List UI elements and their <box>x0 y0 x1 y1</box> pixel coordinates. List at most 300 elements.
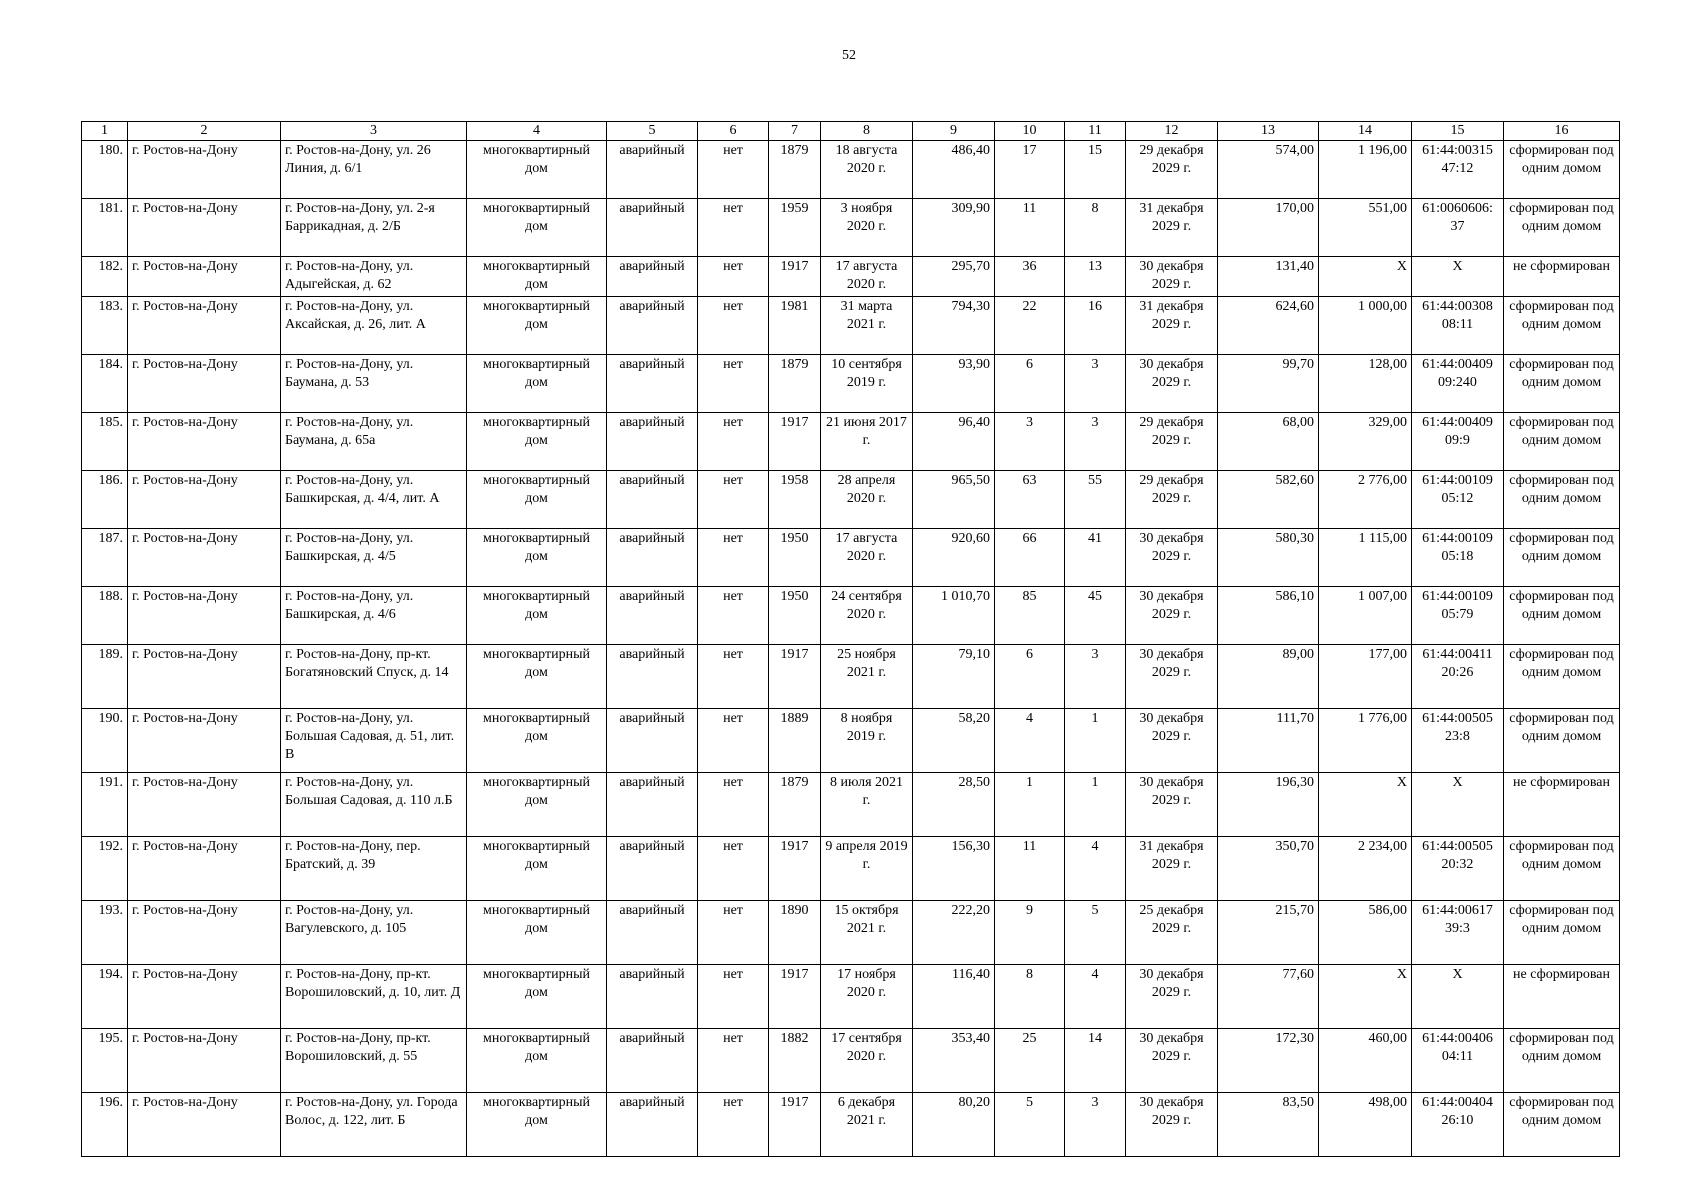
resettlement-deadline-cell: 30 декабря 2029 г. <box>1126 709 1218 773</box>
municipality-cell: г. Ростов-на-Дону <box>128 413 281 471</box>
building-type-cell: многоквартирный дом <box>467 1093 607 1157</box>
premises-count-cell: 3 <box>1065 645 1126 709</box>
column-number: 13 <box>1218 122 1319 141</box>
value-cell-14: Х <box>1319 773 1412 837</box>
residents-count-cell: 8 <box>995 965 1065 1029</box>
residents-count-cell: 63 <box>995 471 1065 529</box>
resettlement-deadline-cell: 30 декабря 2029 г. <box>1126 529 1218 587</box>
row-number: 193. <box>82 901 128 965</box>
flag-cell: нет <box>698 837 769 901</box>
value-cell-13: 172,30 <box>1218 1029 1319 1093</box>
land-plot-status-cell: сформирован под одним домом <box>1504 471 1620 529</box>
table-row <box>82 529 1620 587</box>
cadastral-number-cell: 61:44:00505 23:8 <box>1412 709 1504 773</box>
value-cell-13: 350,70 <box>1218 837 1319 901</box>
area-cell: 965,50 <box>913 471 995 529</box>
resettlement-deadline-cell: 30 декабря 2029 г. <box>1126 355 1218 413</box>
value-cell-13: 83,50 <box>1218 1093 1319 1157</box>
building-type-cell: многоквартирный дом <box>467 199 607 257</box>
premises-count-cell: 55 <box>1065 471 1126 529</box>
construction-year-cell: 1917 <box>769 837 821 901</box>
flag-cell: нет <box>698 901 769 965</box>
condition-status-cell: аварийный <box>607 965 698 1029</box>
address-cell: г. Ростов-на-Дону, ул. Аксайская, д. 26, лит. А <box>281 297 467 355</box>
premises-count-cell: 41 <box>1065 529 1126 587</box>
address-cell: г. Ростов-на-Дону, пер. Братский, д. 39 <box>281 837 467 901</box>
value-cell-14: 498,00 <box>1319 1093 1412 1157</box>
cadastral-number-cell: 61:44:00617 39:3 <box>1412 901 1504 965</box>
column-number: 3 <box>281 122 467 141</box>
address-cell: г. Ростов-на-Дону, ул. Баумана, д. 65а <box>281 413 467 471</box>
flag-cell: нет <box>698 297 769 355</box>
table-row <box>82 413 1620 471</box>
resettlement-deadline-cell: 29 декабря 2029 г. <box>1126 141 1218 199</box>
column-number: 5 <box>607 122 698 141</box>
resettlement-deadline-cell: 30 декабря 2029 г. <box>1126 773 1218 837</box>
address-cell: г. Ростов-на-Дону, ул. Башкирская, д. 4/4, лит. А <box>281 471 467 529</box>
recognition-date-cell: 15 октября 2021 г. <box>821 901 913 965</box>
land-plot-status-cell: сформирован под одним домом <box>1504 1029 1620 1093</box>
condition-status-cell: аварийный <box>607 257 698 297</box>
recognition-date-cell: 17 августа 2020 г. <box>821 257 913 297</box>
municipality-cell: г. Ростов-на-Дону <box>128 1029 281 1093</box>
land-plot-status-cell: не сформирован <box>1504 773 1620 837</box>
municipality-cell: г. Ростов-на-Дону <box>128 529 281 587</box>
table-body <box>82 122 1620 1157</box>
value-cell-14: 551,00 <box>1319 199 1412 257</box>
flag-cell: нет <box>698 199 769 257</box>
flag-cell: нет <box>698 1093 769 1157</box>
premises-count-cell: 16 <box>1065 297 1126 355</box>
premises-count-cell: 8 <box>1065 199 1126 257</box>
value-cell-13: 196,30 <box>1218 773 1319 837</box>
address-cell: г. Ростов-на-Дону, ул. Баумана, д. 53 <box>281 355 467 413</box>
cadastral-number-cell: 61:0060606: 37 <box>1412 199 1504 257</box>
building-type-cell: многоквартирный дом <box>467 901 607 965</box>
municipality-cell: г. Ростов-на-Дону <box>128 257 281 297</box>
column-number: 6 <box>698 122 769 141</box>
recognition-date-cell: 21 июня 2017 г. <box>821 413 913 471</box>
value-cell-14: 1 000,00 <box>1319 297 1412 355</box>
area-cell: 309,90 <box>913 199 995 257</box>
land-plot-status-cell: сформирован под одним домом <box>1504 1093 1620 1157</box>
condition-status-cell: аварийный <box>607 141 698 199</box>
value-cell-13: 574,00 <box>1218 141 1319 199</box>
land-plot-status-cell: сформирован под одним домом <box>1504 141 1620 199</box>
construction-year-cell: 1917 <box>769 645 821 709</box>
area-cell: 116,40 <box>913 965 995 1029</box>
address-cell: г. Ростов-на-Дону, ул. Большая Садовая, д. 51, лит. В <box>281 709 467 773</box>
column-number: 10 <box>995 122 1065 141</box>
value-cell-13: 131,40 <box>1218 257 1319 297</box>
value-cell-14: 177,00 <box>1319 645 1412 709</box>
building-type-cell: многоквартирный дом <box>467 355 607 413</box>
premises-count-cell: 3 <box>1065 413 1126 471</box>
value-cell-14: Х <box>1319 257 1412 297</box>
cadastral-number-cell: Х <box>1412 773 1504 837</box>
building-type-cell: многоквартирный дом <box>467 837 607 901</box>
recognition-date-cell: 31 марта 2021 г. <box>821 297 913 355</box>
building-type-cell: многоквартирный дом <box>467 297 607 355</box>
municipality-cell: г. Ростов-на-Дону <box>128 645 281 709</box>
table-row <box>82 965 1620 1029</box>
column-number: 12 <box>1126 122 1218 141</box>
recognition-date-cell: 24 сентября 2020 г. <box>821 587 913 645</box>
table-row <box>82 837 1620 901</box>
construction-year-cell: 1879 <box>769 355 821 413</box>
area-cell: 794,30 <box>913 297 995 355</box>
area-cell: 58,20 <box>913 709 995 773</box>
recognition-date-cell: 8 июля 2021 г. <box>821 773 913 837</box>
condition-status-cell: аварийный <box>607 413 698 471</box>
construction-year-cell: 1917 <box>769 413 821 471</box>
condition-status-cell: аварийный <box>607 297 698 355</box>
flag-cell: нет <box>698 413 769 471</box>
residents-count-cell: 4 <box>995 709 1065 773</box>
column-number: 4 <box>467 122 607 141</box>
row-number: 181. <box>82 199 128 257</box>
municipality-cell: г. Ростов-на-Дону <box>128 901 281 965</box>
recognition-date-cell: 17 сентября 2020 г. <box>821 1029 913 1093</box>
column-number: 8 <box>821 122 913 141</box>
premises-count-cell: 3 <box>1065 355 1126 413</box>
residents-count-cell: 11 <box>995 199 1065 257</box>
column-number: 11 <box>1065 122 1126 141</box>
row-number: 187. <box>82 529 128 587</box>
recognition-date-cell: 3 ноября 2020 г. <box>821 199 913 257</box>
address-cell: г. Ростов-на-Дону, ул. Башкирская, д. 4/5 <box>281 529 467 587</box>
condition-status-cell: аварийный <box>607 529 698 587</box>
cadastral-number-cell: 61:44:00409 09:240 <box>1412 355 1504 413</box>
recognition-date-cell: 10 сентября 2019 г. <box>821 355 913 413</box>
flag-cell: нет <box>698 709 769 773</box>
residents-count-cell: 25 <box>995 1029 1065 1093</box>
recognition-date-cell: 17 августа 2020 г. <box>821 529 913 587</box>
cadastral-number-cell: Х <box>1412 965 1504 1029</box>
value-cell-13: 215,70 <box>1218 901 1319 965</box>
row-number: 180. <box>82 141 128 199</box>
construction-year-cell: 1981 <box>769 297 821 355</box>
row-number: 190. <box>82 709 128 773</box>
municipality-cell: г. Ростов-на-Дону <box>128 199 281 257</box>
construction-year-cell: 1879 <box>769 141 821 199</box>
land-plot-status-cell: сформирован под одним домом <box>1504 355 1620 413</box>
land-plot-status-cell: сформирован под одним домом <box>1504 199 1620 257</box>
municipality-cell: г. Ростов-на-Дону <box>128 837 281 901</box>
value-cell-14: Х <box>1319 965 1412 1029</box>
value-cell-14: 1 776,00 <box>1319 709 1412 773</box>
flag-cell: нет <box>698 1029 769 1093</box>
address-cell: г. Ростов-на-Дону, пр-кт. Богатяновский Спуск, д. 14 <box>281 645 467 709</box>
table-row <box>82 355 1620 413</box>
condition-status-cell: аварийный <box>607 471 698 529</box>
land-plot-status-cell: не сформирован <box>1504 257 1620 297</box>
cadastral-number-cell: 61:44:00505 20:32 <box>1412 837 1504 901</box>
value-cell-14: 2 234,00 <box>1319 837 1412 901</box>
condition-status-cell: аварийный <box>607 645 698 709</box>
row-number: 195. <box>82 1029 128 1093</box>
row-number: 184. <box>82 355 128 413</box>
row-number: 182. <box>82 257 128 297</box>
column-number: 7 <box>769 122 821 141</box>
premises-count-cell: 4 <box>1065 965 1126 1029</box>
municipality-cell: г. Ростов-на-Дону <box>128 587 281 645</box>
table-row <box>82 471 1620 529</box>
resettlement-deadline-cell: 29 декабря 2029 г. <box>1126 413 1218 471</box>
cadastral-number-cell: 61:44:00109 05:12 <box>1412 471 1504 529</box>
residents-count-cell: 9 <box>995 901 1065 965</box>
municipality-cell: г. Ростов-на-Дону <box>128 355 281 413</box>
recognition-date-cell: 28 апреля 2020 г. <box>821 471 913 529</box>
condition-status-cell: аварийный <box>607 709 698 773</box>
address-cell: г. Ростов-на-Дону, ул. Башкирская, д. 4/6 <box>281 587 467 645</box>
value-cell-14: 329,00 <box>1319 413 1412 471</box>
resettlement-deadline-cell: 31 декабря 2029 г. <box>1126 297 1218 355</box>
row-number: 192. <box>82 837 128 901</box>
area-cell: 222,20 <box>913 901 995 965</box>
recognition-date-cell: 8 ноября 2019 г. <box>821 709 913 773</box>
land-plot-status-cell: сформирован под одним домом <box>1504 587 1620 645</box>
residents-count-cell: 11 <box>995 837 1065 901</box>
resettlement-deadline-cell: 30 декабря 2029 г. <box>1126 645 1218 709</box>
recognition-date-cell: 18 августа 2020 г. <box>821 141 913 199</box>
premises-count-cell: 3 <box>1065 1093 1126 1157</box>
condition-status-cell: аварийный <box>607 773 698 837</box>
area-cell: 353,40 <box>913 1029 995 1093</box>
premises-count-cell: 14 <box>1065 1029 1126 1093</box>
residents-count-cell: 17 <box>995 141 1065 199</box>
table-row <box>82 141 1620 199</box>
value-cell-13: 170,00 <box>1218 199 1319 257</box>
resettlement-deadline-cell: 25 декабря 2029 г. <box>1126 901 1218 965</box>
residents-count-cell: 6 <box>995 355 1065 413</box>
table-row <box>82 297 1620 355</box>
area-cell: 920,60 <box>913 529 995 587</box>
area-cell: 156,30 <box>913 837 995 901</box>
area-cell: 295,70 <box>913 257 995 297</box>
recognition-date-cell: 6 декабря 2021 г. <box>821 1093 913 1157</box>
housing-register-table <box>81 121 1620 1157</box>
flag-cell: нет <box>698 529 769 587</box>
condition-status-cell: аварийный <box>607 1093 698 1157</box>
construction-year-cell: 1890 <box>769 901 821 965</box>
flag-cell: нет <box>698 141 769 199</box>
table-row <box>82 199 1620 257</box>
table-row <box>82 1093 1620 1157</box>
column-number: 1 <box>82 122 128 141</box>
cadastral-number-cell: 61:44:00411 20:26 <box>1412 645 1504 709</box>
premises-count-cell: 45 <box>1065 587 1126 645</box>
area-cell: 28,50 <box>913 773 995 837</box>
table-row <box>82 901 1620 965</box>
municipality-cell: г. Ростов-на-Дону <box>128 965 281 1029</box>
condition-status-cell: аварийный <box>607 587 698 645</box>
area-cell: 93,90 <box>913 355 995 413</box>
municipality-cell: г. Ростов-на-Дону <box>128 1093 281 1157</box>
resettlement-deadline-cell: 31 декабря 2029 г. <box>1126 199 1218 257</box>
address-cell: г. Ростов-на-Дону, ул. Адыгейская, д. 62 <box>281 257 467 297</box>
address-cell: г. Ростов-на-Дону, пр-кт. Ворошиловский, д. 55 <box>281 1029 467 1093</box>
building-type-cell: многоквартирный дом <box>467 413 607 471</box>
address-cell: г. Ростов-на-Дону, пр-кт. Ворошиловский, д. 10, лит. Д <box>281 965 467 1029</box>
resettlement-deadline-cell: 30 декабря 2029 г. <box>1126 965 1218 1029</box>
municipality-cell: г. Ростов-на-Дону <box>128 773 281 837</box>
row-number: 189. <box>82 645 128 709</box>
residents-count-cell: 6 <box>995 645 1065 709</box>
building-type-cell: многоквартирный дом <box>467 709 607 773</box>
land-plot-status-cell: сформирован под одним домом <box>1504 645 1620 709</box>
row-number: 196. <box>82 1093 128 1157</box>
construction-year-cell: 1917 <box>769 965 821 1029</box>
area-cell: 486,40 <box>913 141 995 199</box>
flag-cell: нет <box>698 965 769 1029</box>
column-number: 2 <box>128 122 281 141</box>
condition-status-cell: аварийный <box>607 1029 698 1093</box>
value-cell-13: 580,30 <box>1218 529 1319 587</box>
construction-year-cell: 1959 <box>769 199 821 257</box>
resettlement-deadline-cell: 29 декабря 2029 г. <box>1126 471 1218 529</box>
value-cell-13: 586,10 <box>1218 587 1319 645</box>
residents-count-cell: 3 <box>995 413 1065 471</box>
value-cell-13: 99,70 <box>1218 355 1319 413</box>
premises-count-cell: 5 <box>1065 901 1126 965</box>
address-cell: г. Ростов-на-Дону, ул. 26 Линия, д. 6/1 <box>281 141 467 199</box>
value-cell-13: 77,60 <box>1218 965 1319 1029</box>
municipality-cell: г. Ростов-на-Дону <box>128 297 281 355</box>
resettlement-deadline-cell: 30 декабря 2029 г. <box>1126 1029 1218 1093</box>
value-cell-13: 68,00 <box>1218 413 1319 471</box>
value-cell-14: 1 115,00 <box>1319 529 1412 587</box>
cadastral-number-cell: 61:44:00404 26:10 <box>1412 1093 1504 1157</box>
address-cell: г. Ростов-на-Дону, ул. Вагулевского, д. 105 <box>281 901 467 965</box>
value-cell-13: 624,60 <box>1218 297 1319 355</box>
premises-count-cell: 1 <box>1065 709 1126 773</box>
flag-cell: нет <box>698 471 769 529</box>
premises-count-cell: 4 <box>1065 837 1126 901</box>
table-row <box>82 645 1620 709</box>
building-type-cell: многоквартирный дом <box>467 471 607 529</box>
construction-year-cell: 1958 <box>769 471 821 529</box>
row-number: 191. <box>82 773 128 837</box>
building-type-cell: многоквартирный дом <box>467 587 607 645</box>
area-cell: 80,20 <box>913 1093 995 1157</box>
residents-count-cell: 66 <box>995 529 1065 587</box>
row-number: 194. <box>82 965 128 1029</box>
table-row <box>82 587 1620 645</box>
row-number: 183. <box>82 297 128 355</box>
residents-count-cell: 36 <box>995 257 1065 297</box>
cadastral-number-cell: 61:44:00109 05:79 <box>1412 587 1504 645</box>
construction-year-cell: 1950 <box>769 529 821 587</box>
land-plot-status-cell: сформирован под одним домом <box>1504 413 1620 471</box>
flag-cell: нет <box>698 257 769 297</box>
resettlement-deadline-cell: 31 декабря 2029 г. <box>1126 837 1218 901</box>
resettlement-deadline-cell: 30 декабря 2029 г. <box>1126 1093 1218 1157</box>
land-plot-status-cell: сформирован под одним домом <box>1504 901 1620 965</box>
address-cell: г. Ростов-на-Дону, ул. 2-я Баррикадная, д. 2/Б <box>281 199 467 257</box>
resettlement-deadline-cell: 30 декабря 2029 г. <box>1126 257 1218 297</box>
value-cell-13: 582,60 <box>1218 471 1319 529</box>
residents-count-cell: 1 <box>995 773 1065 837</box>
address-cell: г. Ростов-на-Дону, ул. Большая Садовая, д. 110 л.Б <box>281 773 467 837</box>
cadastral-number-cell: 61:44:00109 05:18 <box>1412 529 1504 587</box>
area-cell: 96,40 <box>913 413 995 471</box>
premises-count-cell: 13 <box>1065 257 1126 297</box>
construction-year-cell: 1882 <box>769 1029 821 1093</box>
recognition-date-cell: 17 ноября 2020 г. <box>821 965 913 1029</box>
residents-count-cell: 22 <box>995 297 1065 355</box>
land-plot-status-cell: сформирован под одним домом <box>1504 529 1620 587</box>
table-row <box>82 257 1620 297</box>
residents-count-cell: 5 <box>995 1093 1065 1157</box>
table-row <box>82 709 1620 773</box>
building-type-cell: многоквартирный дом <box>467 965 607 1029</box>
address-cell: г. Ростов-на-Дону, ул. Города Волос, д. 122, лит. Б <box>281 1093 467 1157</box>
area-cell: 1 010,70 <box>913 587 995 645</box>
value-cell-14: 586,00 <box>1319 901 1412 965</box>
flag-cell: нет <box>698 773 769 837</box>
flag-cell: нет <box>698 355 769 413</box>
recognition-date-cell: 9 апреля 2019 г. <box>821 837 913 901</box>
row-number: 188. <box>82 587 128 645</box>
value-cell-14: 2 776,00 <box>1319 471 1412 529</box>
building-type-cell: многоквартирный дом <box>467 529 607 587</box>
condition-status-cell: аварийный <box>607 355 698 413</box>
value-cell-14: 128,00 <box>1319 355 1412 413</box>
building-type-cell: многоквартирный дом <box>467 645 607 709</box>
column-number: 15 <box>1412 122 1504 141</box>
area-cell: 79,10 <box>913 645 995 709</box>
building-type-cell: многоквартирный дом <box>467 1029 607 1093</box>
value-cell-14: 1 007,00 <box>1319 587 1412 645</box>
cadastral-number-cell: 61:44:00409 09:9 <box>1412 413 1504 471</box>
premises-count-cell: 15 <box>1065 141 1126 199</box>
construction-year-cell: 1889 <box>769 709 821 773</box>
land-plot-status-cell: сформирован под одним домом <box>1504 297 1620 355</box>
land-plot-status-cell: не сформирован <box>1504 965 1620 1029</box>
municipality-cell: г. Ростов-на-Дону <box>128 471 281 529</box>
table-row <box>82 773 1620 837</box>
value-cell-14: 460,00 <box>1319 1029 1412 1093</box>
column-number: 16 <box>1504 122 1620 141</box>
construction-year-cell: 1879 <box>769 773 821 837</box>
residents-count-cell: 85 <box>995 587 1065 645</box>
column-number-row <box>82 122 1620 141</box>
municipality-cell: г. Ростов-на-Дону <box>128 141 281 199</box>
page-number: 52 <box>842 48 856 63</box>
cadastral-number-cell: 61:44:00308 08:11 <box>1412 297 1504 355</box>
flag-cell: нет <box>698 645 769 709</box>
column-number: 9 <box>913 122 995 141</box>
construction-year-cell: 1917 <box>769 1093 821 1157</box>
value-cell-13: 111,70 <box>1218 709 1319 773</box>
cadastral-number-cell: 61:44:00406 04:11 <box>1412 1029 1504 1093</box>
table-row <box>82 1029 1620 1093</box>
premises-count-cell: 1 <box>1065 773 1126 837</box>
column-number: 14 <box>1319 122 1412 141</box>
condition-status-cell: аварийный <box>607 837 698 901</box>
construction-year-cell: 1950 <box>769 587 821 645</box>
resettlement-deadline-cell: 30 декабря 2029 г. <box>1126 587 1218 645</box>
recognition-date-cell: 25 ноября 2021 г. <box>821 645 913 709</box>
condition-status-cell: аварийный <box>607 901 698 965</box>
value-cell-14: 1 196,00 <box>1319 141 1412 199</box>
building-type-cell: многоквартирный дом <box>467 141 607 199</box>
municipality-cell: г. Ростов-на-Дону <box>128 709 281 773</box>
condition-status-cell: аварийный <box>607 199 698 257</box>
land-plot-status-cell: сформирован под одним домом <box>1504 837 1620 901</box>
value-cell-13: 89,00 <box>1218 645 1319 709</box>
